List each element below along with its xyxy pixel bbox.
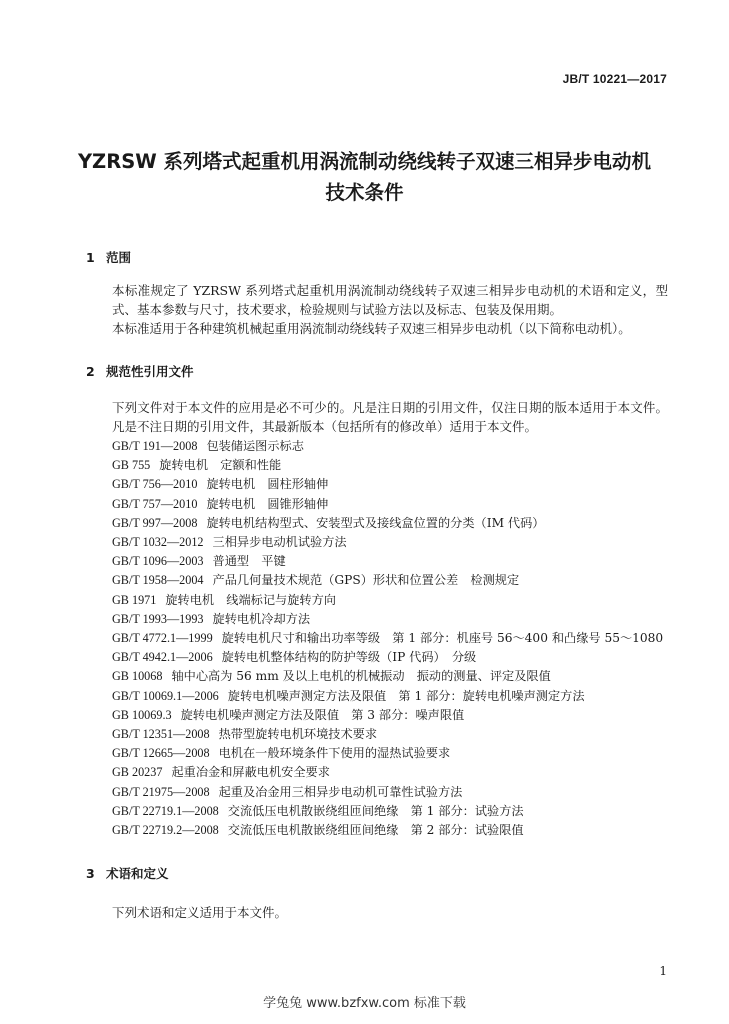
section-1-paragraph-2 (86, 319, 668, 338)
reference-item (112, 629, 663, 648)
section-1-text-1: 本标准规定了 YZRSW 系列塔式起重机用涡流制动绕线转子双速三相异步电动机的术语和定义，型式、基本参数与尺寸，技术要求，检验规则与试验方法以及标志、包装及保用期。 (112, 283, 668, 317)
reference-code: GB/T 1096—2003 (112, 554, 204, 569)
reference-code: GB/T 1958—2004 (112, 573, 204, 588)
reference-title: 旋转电机尺寸和输出功率等级 第 1 部分：机座号 56～400 和凸缘号 55～1080 (221, 631, 664, 646)
reference-code: GB/T 12665—2008 (112, 746, 210, 761)
section-1-paragraph-1 (86, 281, 668, 319)
reference-item (112, 610, 663, 629)
reference-code: GB 10068 (112, 669, 163, 684)
reference-title: 旋转电机整体结构的防护等级（IP 代码） 分级 (221, 650, 477, 665)
reference-item (112, 437, 663, 456)
section-2-number: 2 (86, 364, 95, 379)
reference-item (112, 821, 663, 840)
standard-code: JB/T 10221—2017 (562, 72, 667, 86)
reference-code: GB/T 191—2008 (112, 439, 198, 453)
section-3-heading (86, 864, 169, 882)
reference-title: 旋转电机结构型式、安装型式及接线盒位置的分类（IM 代码） (206, 515, 545, 530)
reference-code: GB/T 10069.1—2006 (112, 688, 219, 703)
reference-item (112, 552, 663, 571)
reference-title: 轴中心高为 56 mm 及以上电机的机械振动 振动的测量、评定及限值 (171, 669, 551, 684)
section-2-title: 规范性引用文件 (106, 364, 194, 379)
reference-code: GB/T 1993—1993 (112, 611, 204, 626)
section-3-paragraph-1 (86, 903, 668, 922)
reference-item (112, 763, 663, 782)
reference-item (112, 744, 663, 763)
reference-item (112, 783, 663, 802)
reference-title: 三相异步电动机试验方法 (212, 535, 347, 550)
reference-title: 普通型 平键 (212, 554, 286, 569)
reference-code: GB/T 997—2008 (112, 515, 198, 530)
reference-code: GB/T 757—2010 (112, 496, 198, 511)
reference-code: GB 755 (112, 458, 151, 473)
reference-title: 热带型旋转电机环境技术要求 (218, 727, 378, 742)
reference-code: GB/T 4942.1—2006 (112, 650, 213, 665)
reference-code: GB 10069.3 (112, 707, 172, 722)
section-2-text-1: 下列文件对于本文件的应用是必不可少的。凡是注日期的引用文件，仅注日期的版本适用于本文件。凡是不注日期的引用文件，其最新版本（包括所有的修改单）适用于本文件。 (112, 400, 668, 434)
reference-item (112, 648, 663, 667)
reference-title: 交流低压电机散嵌绕组匝间绝缘 第 2 部分：试验限值 (227, 823, 524, 838)
normative-references-list (112, 437, 663, 840)
page-number: 1 (659, 964, 667, 978)
reference-title: 旋转电机噪声测定方法及限值 第 1 部分：旋转电机噪声测定方法 (227, 688, 585, 703)
reference-title: 产品几何量技术规范（GPS）形状和位置公差 检测规定 (212, 573, 520, 588)
reference-item (112, 687, 663, 706)
reference-title: 起重冶金和屏蔽电机安全要求 (171, 765, 330, 780)
reference-code: GB 20237 (112, 765, 163, 780)
section-3-text-1: 下列术语和定义适用于本文件。 (112, 905, 288, 920)
reference-code: GB/T 1032—2012 (112, 535, 204, 550)
document-title (0, 146, 729, 208)
reference-item (112, 514, 663, 533)
reference-title: 旋转电机冷却方法 (212, 611, 311, 626)
section-2-heading (86, 362, 194, 380)
reference-item (112, 571, 663, 590)
reference-code: GB/T 12351—2008 (112, 727, 210, 742)
reference-item (112, 667, 663, 686)
title-line-2: 技术条件 (325, 181, 404, 204)
section-3-number: 3 (86, 866, 95, 881)
reference-item (112, 725, 663, 744)
reference-title: 电机在一般环境条件下使用的湿热试验要求 (218, 746, 451, 761)
section-1-title: 范围 (106, 250, 132, 265)
reference-code: GB/T 22719.1—2008 (112, 803, 219, 818)
reference-item (112, 533, 663, 552)
reference-code: GB 1971 (112, 592, 157, 607)
reference-item (112, 475, 663, 494)
title-line-1: YZRSW 系列塔式起重机用涡流制动绕线转子双速三相异步电动机 (77, 150, 652, 173)
reference-title: 旋转电机 线端标记与旋转方向 (165, 592, 336, 607)
reference-code: GB/T 4772.1—1999 (112, 631, 213, 646)
reference-code: GB/T 756—2010 (112, 477, 198, 492)
reference-item (112, 591, 663, 610)
reference-item (112, 456, 663, 475)
reference-title: 旋转电机 定额和性能 (159, 458, 282, 473)
reference-item (112, 802, 663, 821)
reference-code: GB/T 21975—2008 (112, 784, 210, 799)
reference-title: 旋转电机噪声测定方法及限值 第 3 部分：噪声限值 (180, 707, 465, 722)
footer-watermark: 学兔兔 www.bzfxw.com 标准下载 (263, 996, 466, 1011)
section-2-paragraph-1 (86, 398, 668, 436)
reference-item (112, 706, 663, 725)
reference-code: GB/T 22719.2—2008 (112, 823, 219, 838)
reference-title: 旋转电机 圆锥形轴伸 (206, 496, 329, 511)
section-1-text-2: 本标准适用于各种建筑机械起重用涡流制动绕线转子双速三相异步电动机（以下简称电动机）。 (112, 321, 631, 336)
reference-title: 旋转电机 圆柱形轴伸 (206, 477, 329, 492)
section-1-number: 1 (86, 250, 95, 265)
reference-title: 起重及冶金用三相异步电动机可靠性试验方法 (218, 784, 463, 799)
section-3-title: 术语和定义 (106, 866, 169, 881)
reference-title: 交流低压电机散嵌绕组匝间绝缘 第 1 部分：试验方法 (227, 803, 524, 818)
reference-title: 包装储运图示标志 (206, 439, 304, 453)
reference-item (112, 495, 663, 514)
section-1-heading (86, 248, 131, 266)
